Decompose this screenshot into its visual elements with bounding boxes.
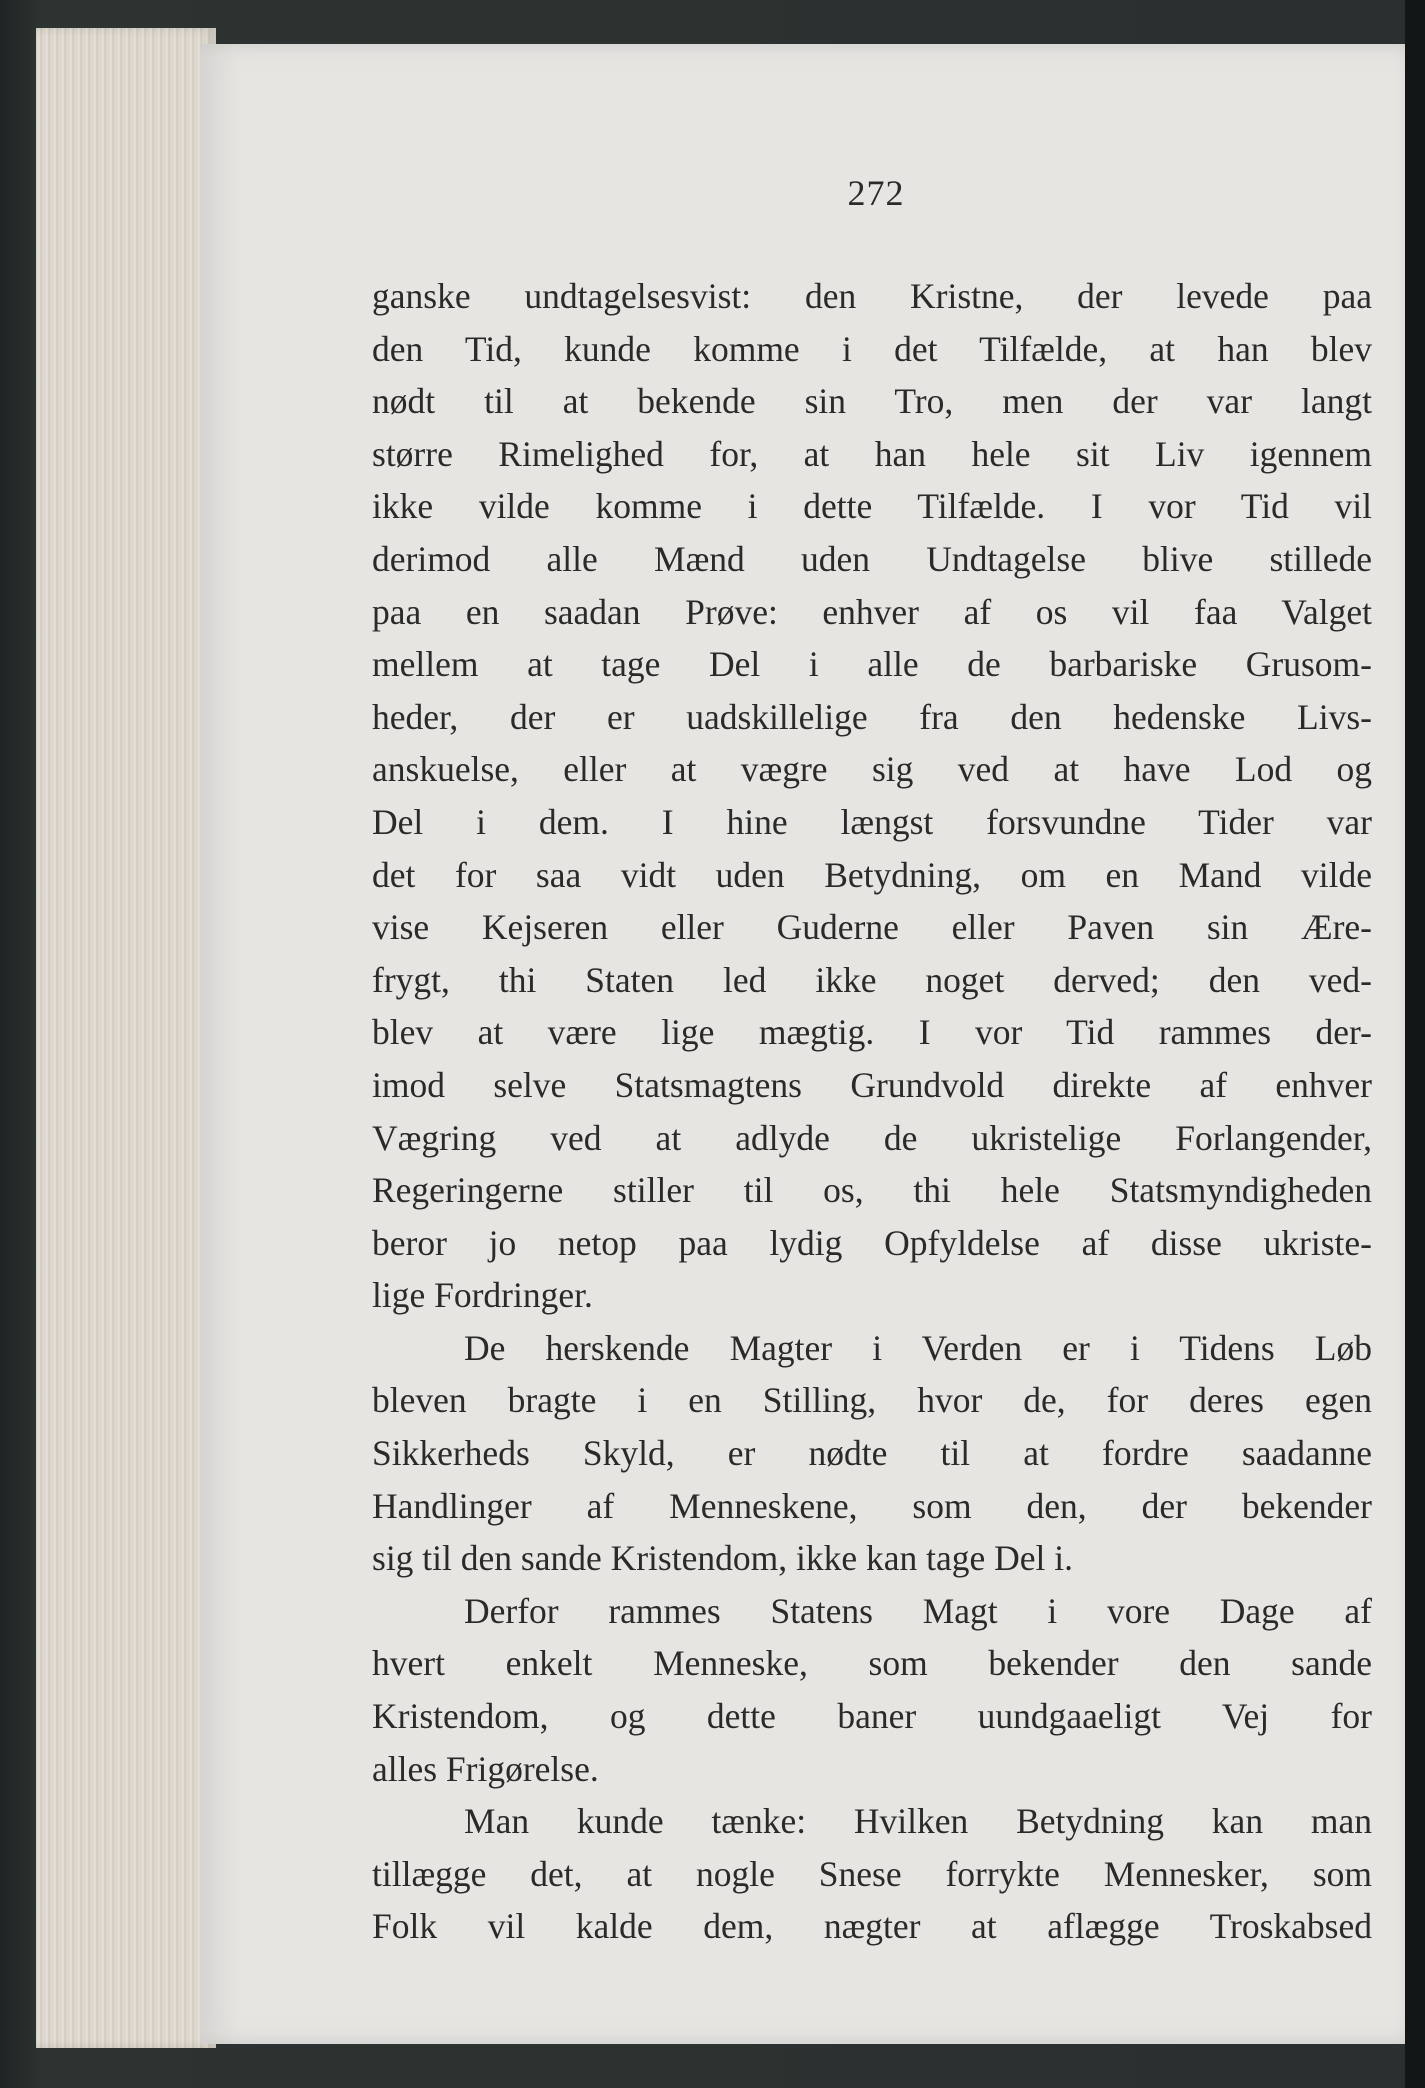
text-line: den Tid, kunde komme i det Tilfælde, at han blev <box>372 328 1372 369</box>
text-line: vise Kejseren eller Guderne eller Paven sin Ære- <box>372 907 1372 948</box>
text-line: alles Frigørelse. <box>372 1748 599 1789</box>
text-line: Handlinger af Menneskene, som den, der bekender <box>372 1485 1372 1526</box>
text-line: hvert enkelt Menneske, som bekender den sande <box>372 1643 1372 1684</box>
binding-edge <box>1405 0 1425 2088</box>
text-line: bleven bragte i en Stilling, hvor de, for deres egen <box>372 1380 1372 1421</box>
text-line: De herskende Magter i Verden er i Tidens Løb <box>464 1327 1372 1368</box>
text-line: det for saa vidt uden Betydning, om en Mand vilde <box>372 854 1372 895</box>
text-line: ganske undtagelsesvist: den Kristne, der levede paa <box>372 276 1372 316</box>
text-line: tillægge det, at nogle Snese forrykte Mennesker, som <box>372 1853 1372 1894</box>
text-line: større Rimelighed for, at han hele sit Liv igennem <box>372 433 1372 474</box>
text-line: heder, der er uadskillelige fra den hedenske Livs- <box>372 696 1372 737</box>
text-line: Vægring ved at adlyde de ukristelige Forlangender, <box>372 1117 1372 1158</box>
text-line: frygt, thi Staten led ikke noget derved; den ved- <box>372 959 1372 1000</box>
text-line: paa en saadan Prøve: enhver af os vil faa Valget <box>372 591 1372 632</box>
page-number: 272 <box>847 173 905 213</box>
page-edges <box>36 28 216 2048</box>
text-line: Sikkerheds Skyld, er nødte til at fordre saadanne <box>372 1433 1372 1474</box>
text-line: Kristendom, og dette baner uundgaaeligt Vej for <box>372 1696 1372 1737</box>
text-line: beror jo netop paa lydig Opfyldelse af disse ukriste- <box>372 1222 1372 1263</box>
text-line: sig til den sande Kristendom, ikke kan tage Del i. <box>372 1538 1073 1579</box>
body-text <box>372 270 1372 1953</box>
text-line: imod selve Statsmagtens Grundvold direkte af enhver <box>372 1064 1372 1105</box>
text-line: Regeringerne stiller til os, thi hele Statsmyndigheden <box>372 1170 1372 1211</box>
text-line: derimod alle Mænd uden Undtagelse blive stillede <box>372 538 1372 579</box>
text-line: anskuelse, eller at vægre sig ved at have Lod og <box>372 749 1372 790</box>
text-line: blev at være lige mægtig. I vor Tid rammes der- <box>372 1012 1372 1053</box>
text-line: Derfor rammes Statens Magt i vore Dage af <box>464 1590 1372 1631</box>
text-line: Folk vil kalde dem, nægter at aflægge Troskabsed <box>372 1906 1372 1947</box>
text-line: nødt til at bekende sin Tro, men der var langt <box>372 381 1372 422</box>
text-line: mellem at tage Del i alle de barbariske Grusom- <box>372 644 1372 685</box>
text-line: Del i dem. I hine længst forsvundne Tider var <box>372 801 1372 842</box>
text-line: ikke vilde komme i dette Tilfælde. I vor Tid vil <box>372 486 1372 527</box>
book-page <box>200 44 1412 2044</box>
text-line: lige Fordringer. <box>372 1275 593 1316</box>
text-line: Man kunde tænke: Hvilken Betydning kan man <box>464 1801 1372 1842</box>
